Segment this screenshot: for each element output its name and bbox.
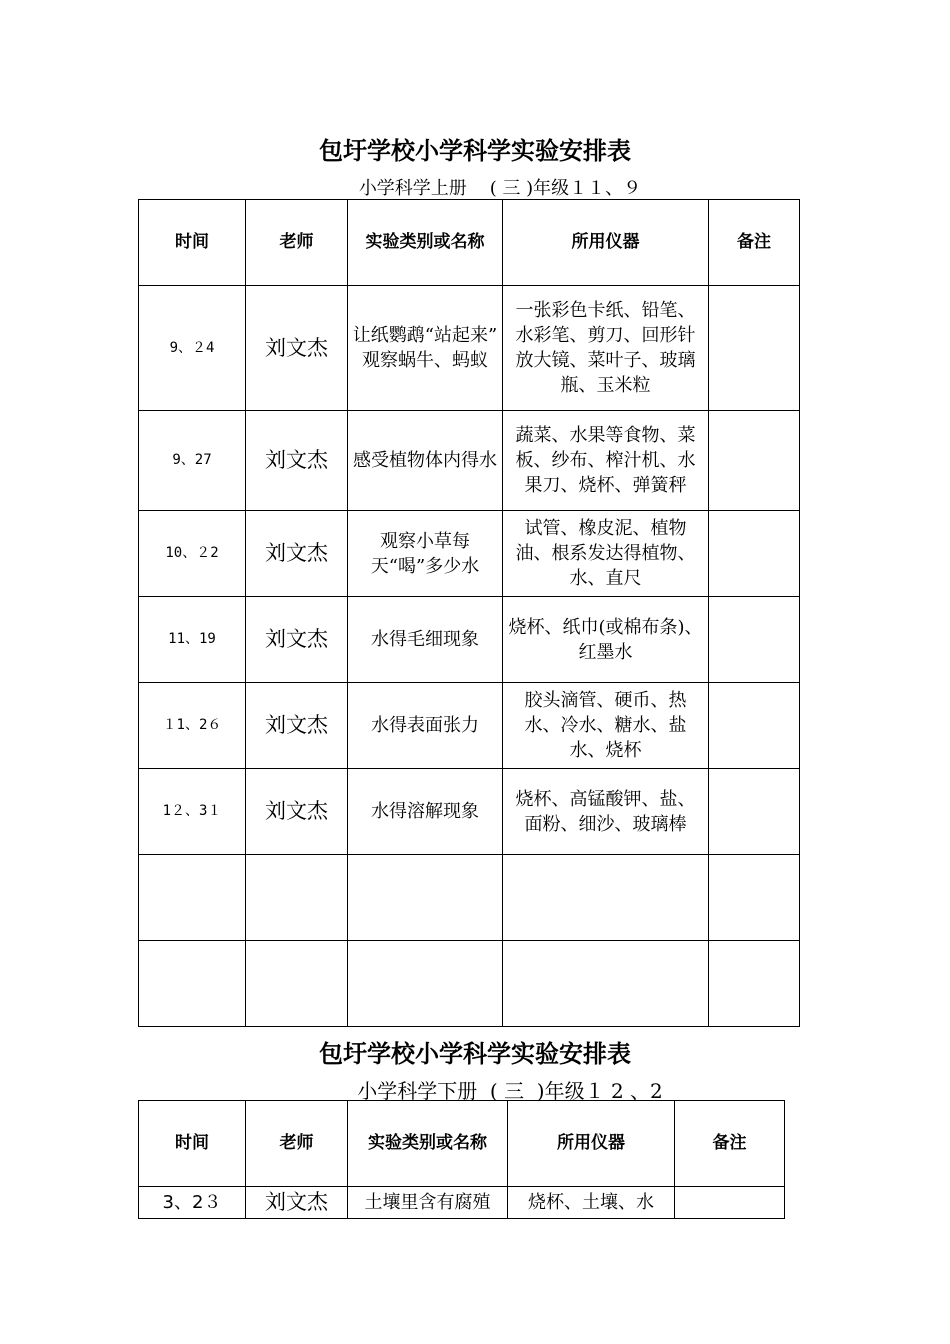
row-equipment: 烧杯、高锰酸钾、盐、面粉、细沙、玻璃棒 [503,769,709,855]
row-note [675,1187,785,1219]
row-equipment: 烧杯、土壤、水 [508,1187,675,1219]
header-experiment: 实验类别或名称 [348,1101,508,1187]
second-page-title: 包圩学校小学科学实验安排表 [319,1040,631,1068]
schedule-table [138,199,800,1027]
second-page-subtitle: 小学科学下册 ( 三 )年级１ 2 、2 [357,1079,663,1103]
table-row [139,286,800,411]
row-date: 1２、3１ [139,769,246,855]
second-schedule-table [138,1100,785,1219]
row-experiment: 土壤里含有腐殖 [348,1187,508,1219]
row-experiment: 水得表面张力 [348,683,503,769]
row-equipment: 烧杯、纸巾(或棉布条)、红墨水 [503,597,709,683]
table-row-empty [139,941,800,1027]
row-teacher: 刘文杰 [246,286,348,411]
table-header-row [139,1101,785,1187]
row-teacher: 刘文杰 [246,597,348,683]
table-row-empty [139,855,800,941]
row-experiment: 水得溶解现象 [348,769,503,855]
row-equipment [503,941,709,1027]
row-date [139,941,246,1027]
row-date: 9、２4 [139,286,246,411]
header-time: 时间 [139,200,246,286]
header-equipment: 所用仪器 [508,1101,675,1187]
row-equipment: 试管、橡皮泥、植物油、根系发达得植物、水、直尺 [503,511,709,597]
row-note [709,597,800,683]
table-row [139,597,800,683]
row-experiment [348,855,503,941]
row-equipment: 蔬菜、水果等食物、菜板、纱布、榨汁机、水果刀、烧杯、弹簧秤 [503,411,709,511]
header-experiment: 实验类别或名称 [348,200,503,286]
row-experiment [348,941,503,1027]
row-teacher [246,941,348,1027]
row-note [709,941,800,1027]
table-row [139,511,800,597]
table-row [139,769,800,855]
table-row [139,1187,785,1219]
header-teacher: 老师 [246,200,348,286]
header-equipment: 所用仪器 [503,200,709,286]
table-row [139,411,800,511]
row-note [709,511,800,597]
header-note: 备注 [709,200,800,286]
row-experiment: 观察小草每天“喝”多少水 [348,511,503,597]
row-equipment [503,855,709,941]
row-date [139,855,246,941]
row-experiment: 让纸鹦鹉“站起来” 观察蜗牛、蚂蚁 [348,286,503,411]
row-note [709,855,800,941]
row-note [709,683,800,769]
row-teacher: 刘文杰 [246,511,348,597]
row-date: 10、２2 [139,511,246,597]
page-subtitle: 小学科学上册 ( 三 )年级１１、９ [358,178,642,199]
row-date: 11、19 [139,597,246,683]
row-teacher: 刘文杰 [246,769,348,855]
row-teacher: 刘文杰 [246,683,348,769]
row-teacher: 刘文杰 [246,411,348,511]
row-equipment: 胶头滴管、硬币、热水、冷水、糖水、盐水、烧杯 [503,683,709,769]
table-row [139,683,800,769]
row-experiment: 水得毛细现象 [348,597,503,683]
header-time: 时间 [139,1101,246,1187]
page-title: 包圩学校小学科学实验安排表 [319,137,631,165]
row-note [709,769,800,855]
header-note: 备注 [675,1101,785,1187]
row-date: １1、2６ [139,683,246,769]
row-teacher: 刘文杰 [246,1187,348,1219]
header-teacher: 老师 [246,1101,348,1187]
row-experiment: 感受植物体内得水 [348,411,503,511]
row-equipment: 一张彩色卡纸、铅笔、水彩笔、剪刀、回形针 放大镜、菜叶子、玻璃瓶、玉米粒 [503,286,709,411]
row-date: 9、27 [139,411,246,511]
row-note [709,411,800,511]
row-teacher [246,855,348,941]
row-note [709,286,800,411]
row-date: 3、2３ [139,1187,246,1219]
table-header-row [139,200,800,286]
